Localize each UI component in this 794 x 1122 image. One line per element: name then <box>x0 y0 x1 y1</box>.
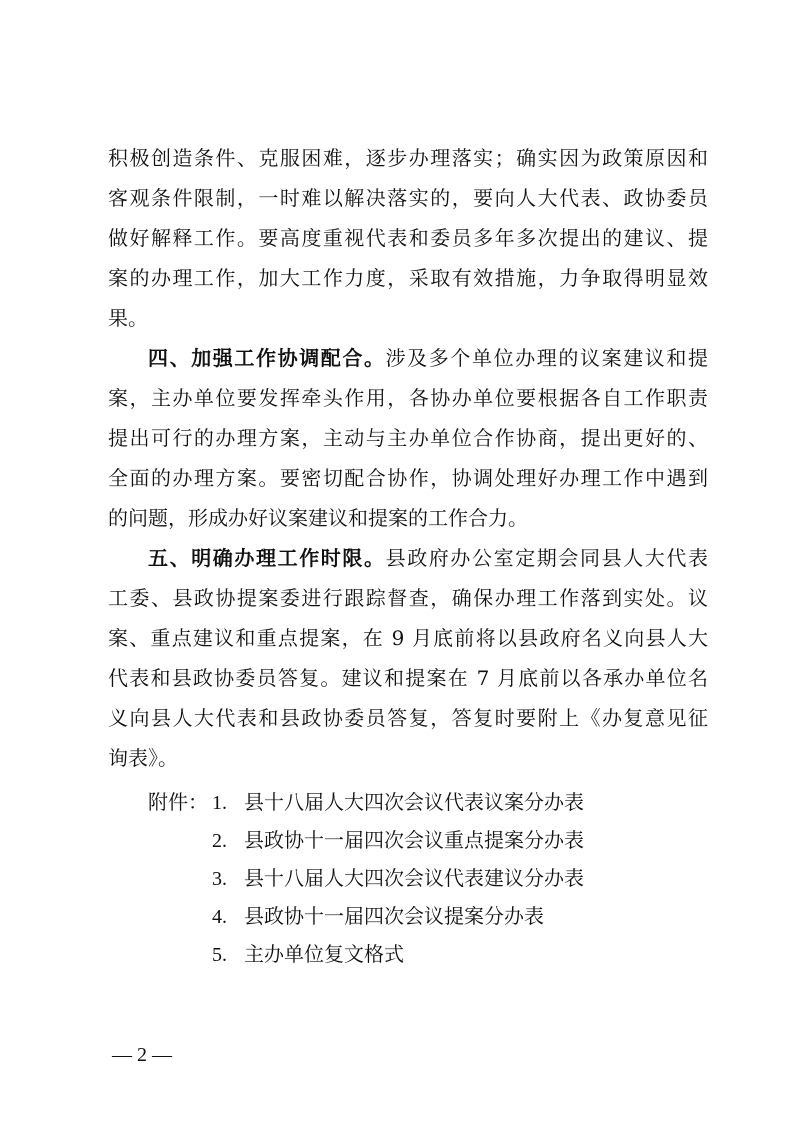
attachments-label: 附件： <box>148 790 208 814</box>
section5-line-3: 案、重点建议和重点提案，在 9 月底前将以县政府名义向县人大 <box>108 626 708 650</box>
section5-line-5: 义向县人大代表和县政协委员答复，答复时要附上《办复意见征 <box>108 706 708 730</box>
section5-line-2: 工委、县政协提案委进行跟踪督查，确保办理工作落到实处。议 <box>108 586 708 610</box>
page-number: — 2 — <box>112 1044 172 1066</box>
attachment-number: 4. <box>212 906 227 928</box>
para1-line-4: 案的办理工作，加大工作力度，采取有效措施，力争取得明显效 <box>108 266 708 290</box>
attachment-title: 主办单位复文格式 <box>244 942 404 966</box>
section4-line-2: 案，主办单位要发挥牵头作用，各协办单位要根据各自工作职责 <box>108 386 708 410</box>
section4-heading: 四、加强工作协调配合。 <box>148 346 386 370</box>
attachment-number: 2. <box>212 830 227 852</box>
attachment-number: 1. <box>212 792 227 814</box>
attachment-title: 县十八届人大四次会议代表建议分办表 <box>244 866 584 890</box>
section5-first-rest: 县政府办公室定期会同县人大代表 <box>385 546 709 570</box>
para1-line-1: 积极创造条件、克服困难，逐步办理落实；确实因为政策原因和 <box>108 146 708 170</box>
attachment-title: 县政协十一届四次会议提案分办表 <box>244 904 544 928</box>
attachment-title: 县政协十一届四次会议重点提案分办表 <box>244 828 584 852</box>
attachment-item-1 <box>212 784 584 820</box>
section5-line-4: 代表和县政协委员答复。建议和提案在 7 月底前以各承办单位名 <box>108 666 708 690</box>
para1-line-3: 做好解释工作。要高度重视代表和委员多年多次提出的建议、提 <box>108 226 708 250</box>
section4-first-line <box>148 340 708 376</box>
section5-line-6: 询表》。 <box>108 746 178 770</box>
section4-line-5: 的问题，形成办好议案建议和提案的工作合力。 <box>108 506 528 530</box>
attachment-number: 3. <box>212 868 227 890</box>
attachment-number: 5. <box>212 944 227 966</box>
attachment-item-4 <box>212 898 544 934</box>
section4-first-rest: 涉及多个单位办理的议案建议和提 <box>385 346 709 370</box>
attachment-title: 县十八届人大四次会议代表议案分办表 <box>244 790 584 814</box>
section5-heading: 五、明确办理工作时限。 <box>148 546 386 570</box>
attachment-item-2 <box>212 822 584 858</box>
section5-first-line <box>148 540 708 576</box>
para1-line-5: 果。 <box>108 306 148 330</box>
section4-line-3: 提出可行的办理方案，主动与主办单位合作协商，提出更好的、 <box>108 426 708 450</box>
para1-line-2: 客观条件限制，一时难以解决落实的，要向人大代表、政协委员 <box>108 186 708 210</box>
section4-line-4: 全面的办理方案。要密切配合协作，协调处理好办理工作中遇到 <box>108 466 708 490</box>
attachment-item-5 <box>212 936 404 972</box>
attachment-item-3 <box>212 860 584 896</box>
